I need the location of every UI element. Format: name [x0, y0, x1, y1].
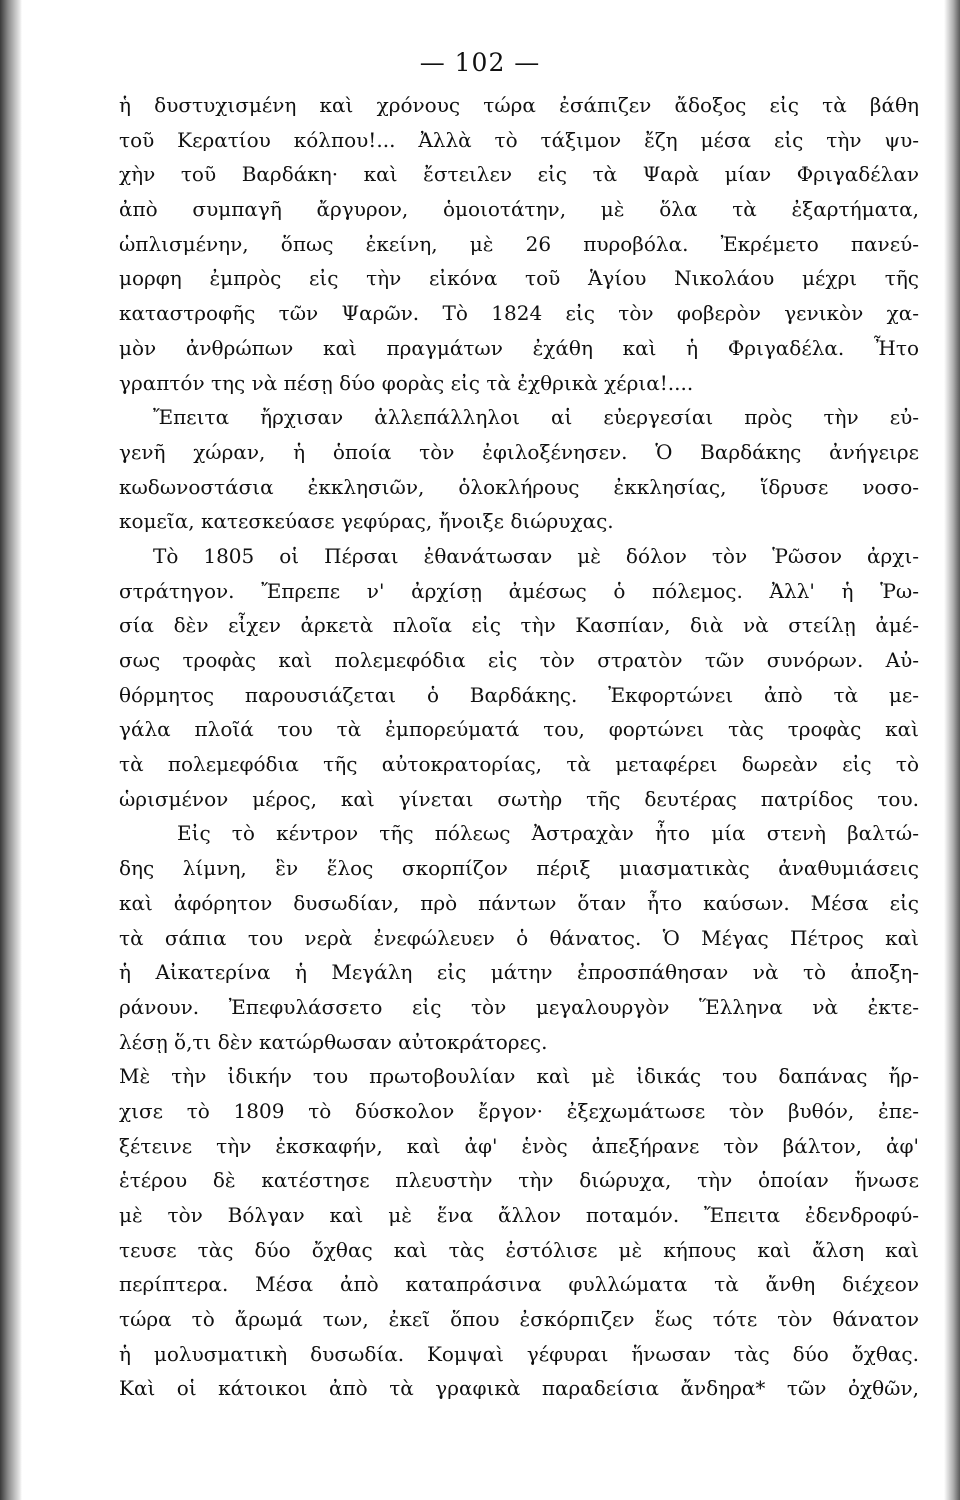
text-line: τώρα τὸ ἄρωμά των, ἐκεῖ ὅπου ἐσκόρπιζεν ἕως τότε τὸν θάνατον: [119, 1307, 919, 1332]
text-line: ἑτέρου δὲ κατέστησε πλευστὴν τὴν διώρυχα, τὴν ὁποίαν ἥνωσε: [119, 1168, 919, 1193]
text-line: μὲ τὸν Βόλγαν καὶ μὲ ἕνα ἄλλον ποταμόν. Ἔπειτα ἐδενδροφύ-: [119, 1203, 919, 1227]
text-line: μορφη ἐμπρὸς εἰς τὴν εἰκόνα τοῦ Ἁγίου Νικολάου μέχρι τῆς: [119, 266, 919, 291]
text-line: Εἰς τὸ κέντρον τῆς πόλεως Ἀστραχὰν ἦτο μία στενὴ βαλτώ-: [177, 821, 919, 846]
text-line: λέσῃ ὅ,τι δὲν κατώρθωσαν αὐτοκράτορες.: [119, 1029, 548, 1054]
text-line: ἀπὸ συμπαγῆ ἄργυρον, ὁμοιοτάτην, μὲ ὅλα τὰ ἐξαρτήματα,: [119, 197, 919, 222]
text-line: σως τροφὰς καὶ πολεμεφόδια εἰς τὸν στρατὸν τῶν συνόρων. Αὐ-: [119, 648, 919, 672]
page-number: — 102 —: [419, 48, 541, 77]
text-line: καταστροφῆς τῶν Ψαρῶν. Τὸ 1824 εἰς τὸν φοβερὸν γενικὸν χα-: [119, 301, 919, 326]
text-line: Τὸ 1805 οἱ Πέρσαι ἐθανάτωσαν μὲ δόλον τὸν Ῥῶσον ἀρχι-: [153, 543, 919, 568]
body-text: [119, 88, 919, 1406]
text-line: ἡ Αἰκατερίνα ἡ Μεγάλη εἰς μάτην ἐπροσπάθησαν νὰ τὸ ἀποξη-: [119, 960, 919, 985]
text-line: ξέτεινε τὴν ἐκσκαφήν, καὶ ἀφ' ἑνὸς ἀπεξήρανε τὸν βάλτον, ἀφ': [119, 1133, 919, 1158]
text-line: γενῆ χώραν, ἡ ὁποία τὸν ἐφιλοξένησεν. Ὁ Βαρδάκης ἀνήγειρε: [119, 439, 919, 464]
text-line: στράτηγον. Ἔπρεπε ν' ἀρχίσῃ ἀμέσως ὁ πόλεμος. Ἀλλ' ἡ Ῥω-: [119, 578, 919, 603]
text-line: Καὶ οἱ κάτοικοι ἀπὸ τὰ γραφικὰ παραδείσια ἄνδηρα* τῶν ὀχθῶν,: [119, 1376, 919, 1401]
text-line: ὡρισμένον μέρος, καὶ γίνεται σωτὴρ τῆς δευτέρας πατρίδος του.: [119, 786, 919, 811]
page-left-edge-shadow: [0, 0, 22, 1500]
text-line: σία δὲν εἶχεν ἀρκετὰ πλοῖα εἰς τὴν Κασπίαν, διὰ νὰ στείλῃ ἀμέ-: [119, 613, 919, 638]
text-line: τὰ πολεμεφόδια τῆς αὐτοκρατορίας, τὰ μεταφέρει δωρεὰν εἰς τὸ: [119, 752, 919, 777]
text-line: μὸν ἀνθρώπων καὶ πραγμάτων ἐχάθη καὶ ἡ Φριγαδέλα. Ἦτο: [119, 335, 919, 360]
text-line: περίπτερα. Μέσα ἀπὸ καταπράσινα φυλλώματα τὰ ἄνθη διέχεον: [119, 1272, 919, 1297]
text-line: ἡ δυστυχισμένη καὶ χρόνους τώρα ἐσάπιζεν ἄδοξος εἰς τὰ βάθη: [119, 93, 919, 117]
text-line: Ἔπειτα ἤρχισαν ἀλλεπάλληλοι αἱ εὐεργεσίαι πρὸς τὴν εὐ-: [153, 405, 919, 430]
text-line: κομεῖα, κατεσκεύασε γεφύρας, ἤνοιξε διώρυχας.: [119, 509, 614, 534]
page-right-edge-shadow: [944, 0, 960, 1500]
text-line: γάλα πλοῖά του τὰ ἐμπορεύματά του, φορτώνει τὰς τροφὰς καὶ: [119, 717, 919, 742]
text-line: Μὲ τὴν ἰδικήν του πρωτοβουλίαν καὶ μὲ ἰδικάς του δαπάνας ἤρ-: [119, 1064, 919, 1089]
text-line: τοῦ Κερατίου κόλπου!... Ἀλλὰ τὸ τάξιμον ἔζη μέσα εἰς τὴν ψυ-: [119, 127, 919, 152]
text-line: γραπτόν της νὰ πέσῃ δύο φορὰς εἰς τὰ ἐχθρικὰ χέρια!....: [119, 370, 694, 395]
text-line: δης λίμνη, ἓν ἕλος σκορπίζον πέριξ μιασματικὰς ἀναθυμιάσεις: [119, 856, 919, 881]
text-line: κωδωνοστάσια ἐκκλησιῶν, ὁλοκλήρους ἐκκλησίας, ἵδρυσε νοσο-: [119, 474, 919, 499]
text-line: καὶ ἀφόρητον δυσωδίαν, πρὸ πάντων ὅταν ἦτο καύσων. Μέσα εἰς: [119, 890, 919, 915]
text-line: χισε τὸ 1809 τὸ δύσκολον ἔργον· ἐξεχωμάτωσε τὸν βυθόν, ἐπε-: [119, 1098, 919, 1123]
text-line: τὰ σάπια του νερὰ ἐνεφώλευεν ὁ θάνατος. Ὁ Μέγας Πέτρος καὶ: [119, 925, 919, 950]
text-line: χὴν τοῦ Βαρδάκη· καὶ ἔστειλεν εἰς τὰ Ψαρὰ μίαν Φριγαδέλαν: [119, 162, 919, 187]
text-line: ἡ μολυσματικὴ δυσωδία. Κομψαὶ γέφυραι ἥνωσαν τὰς δύο ὄχθας.: [119, 1341, 919, 1366]
text-line: ὡπλισμένην, ὅπως ἐκείνη, μὲ 26 πυροβόλα. Ἐκρέμετο πανεύ-: [119, 231, 919, 256]
text-line: θόρμητος παρουσιάζεται ὁ Βαρδάκης. Ἐκφορτώνει ἀπὸ τὰ με-: [119, 682, 919, 707]
text-line: ράνουν. Ἐπεφυλάσσετο εἰς τὸν μεγαλουργὸν Ἕλληνα νὰ ἐκτε-: [119, 994, 919, 1019]
text-line: τευσε τὰς δύο ὄχθας καὶ τὰς ἐστόλισε μὲ κήπους καὶ ἄλση καὶ: [119, 1237, 919, 1262]
